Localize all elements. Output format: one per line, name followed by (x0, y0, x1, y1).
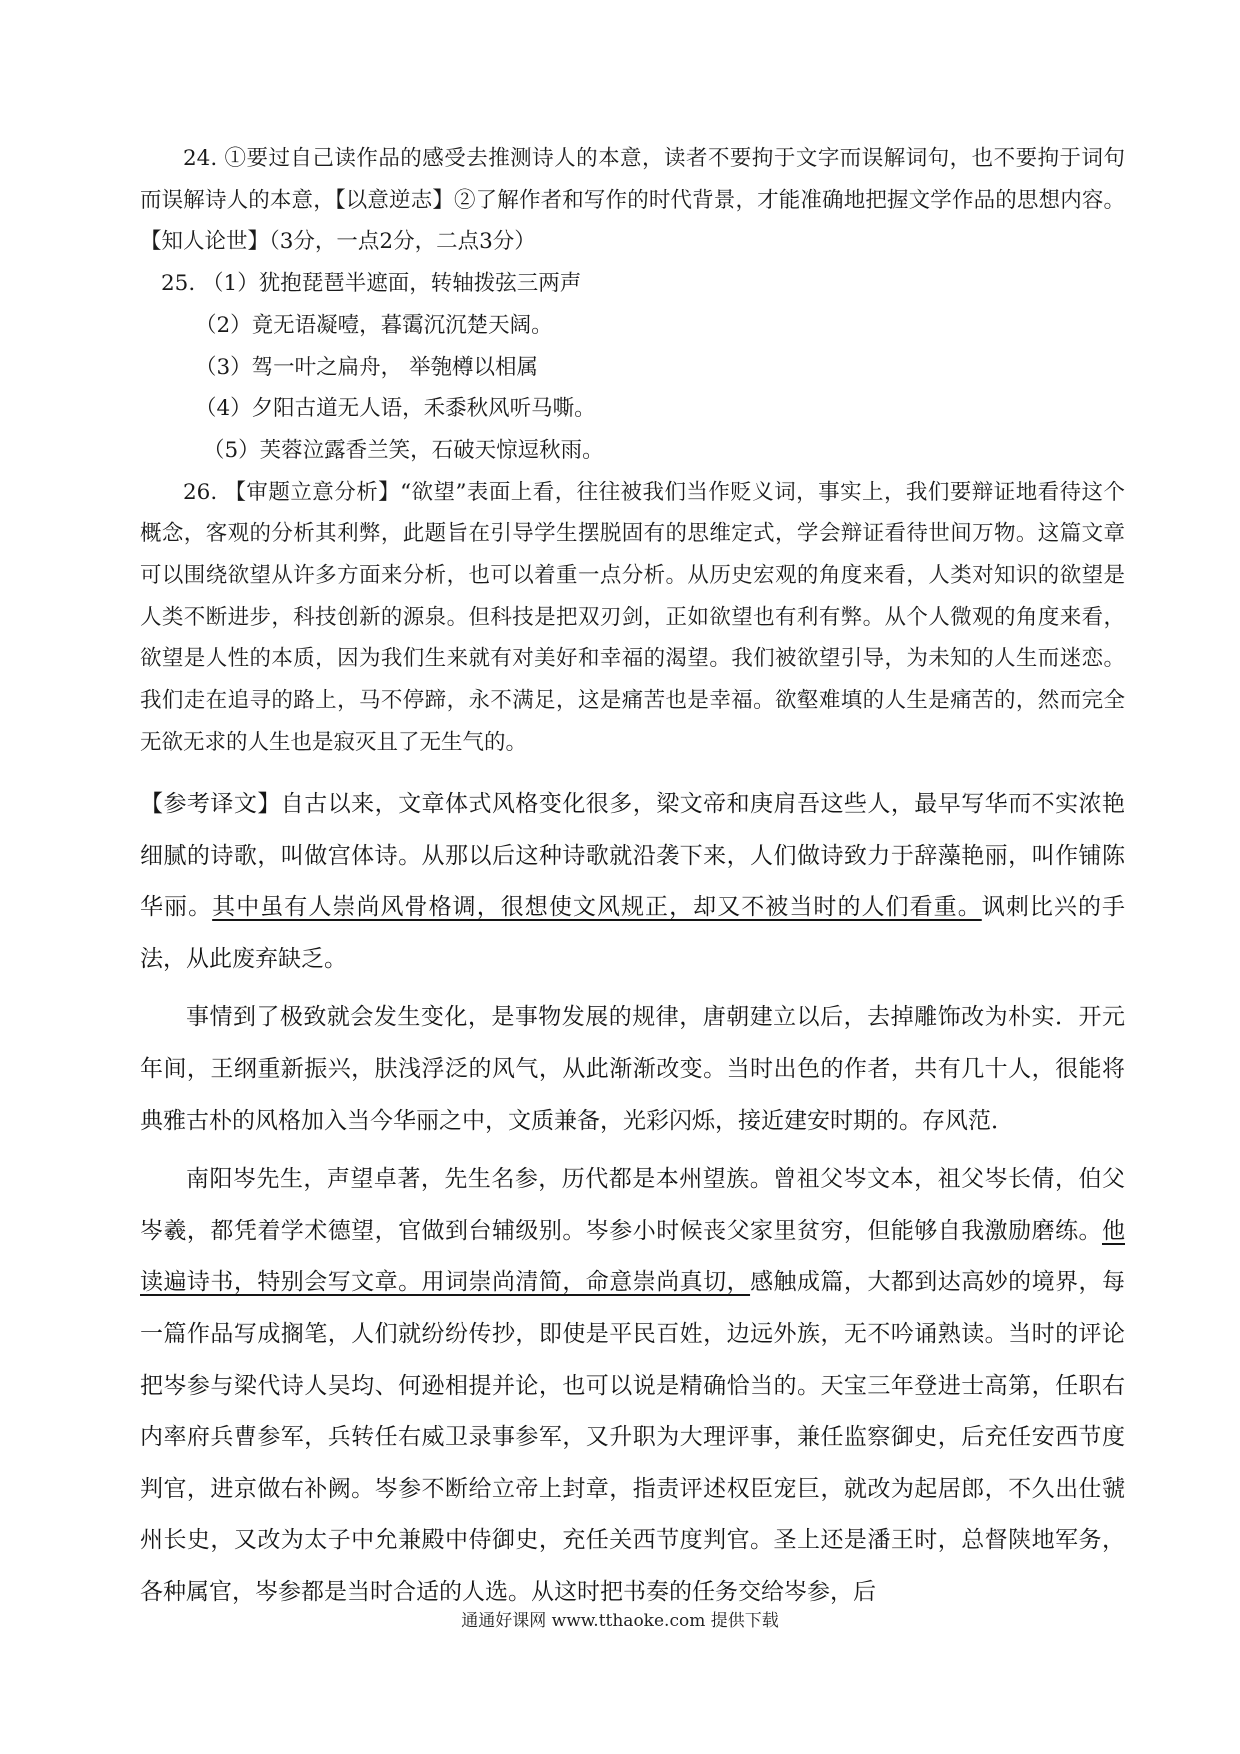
answer-25-line-4: （4）夕阳古道无人语，禾黍秋风听马嘶。 (195, 396, 596, 422)
page-footer: 通通好课网 www.tthaoke.com 提供下载 (461, 1611, 779, 1631)
answer-25-line-2: （2）竟无语凝噎，暮霭沉沉楚天阔。 (195, 312, 553, 338)
answers-section (140, 138, 1125, 764)
translation-p1-underlined: 其中虽有人崇尚风骨格调，很想使文风规正，却又不被当时的人们看重。 (212, 894, 982, 921)
answer-25-line-1: 25. （1）犹抱琵琶半遮面，转轴拨弦三两声 (161, 271, 582, 297)
translation-p1-text: 【参考译文】自古以来，文章体式风格变化很多，梁文帝和庚肩吾这些人，最早写华而不实浓艳细腻的诗歌，叫做宫体诗。从那以后这种诗歌就沿袭下来，人们做诗致力于辞藻艳丽，叫作铺陈华丽。 (140, 791, 1125, 921)
answer-25-line-5: （5）芙蓉泣露香兰笑，石破天惊逗秋雨。 (203, 437, 604, 463)
translation-p3-tail: 感触成篇，大都到达高妙的境界，每一篇作品写成搁笔，人们就纷纷传抄，即使是平民百姓，边远外族，无不吟诵熟读。当时的评论把岑参与梁代诗人吴均、何逊相提并论，也可以说是精确恰当的。天宝三年登进士高第，任职右内率府兵曹参军，兵转任右威卫录事参军，又升职为大理评事，兼任监察御史，后充任安西节度判官，进京做右补阙。岑参不断给立帝上封章，指责评述权臣宠巨，就改为起居郎，不久出仕虢州长史，又改为太子中允兼殿中侍御史，充任关西节度判官。圣上还是潘王时，总督陕地军务，各种属官，岑参都是当时合适的人选。从这时把书奏的任务交给岑参，后 (140, 1269, 1126, 1605)
translation-paragraph-2: 事情到了极致就会发生变化，是事物发展的规律，唐朝建立以后，去掉雕饰改为朴实．开元年间，王纲重新振兴，肤浅浮泛的风气，从此渐渐改变。当时出色的作者，共有几十人，很能将典雅古朴的风格加入当今华丽之中，文质兼备，光彩闪烁，接近建安时期的。存风范． (140, 1004, 1125, 1134)
translation-paragraph-3 (140, 1154, 1125, 1618)
translation-p1-tail: 讽刺比兴的手法，从此废弃缺乏。 (140, 894, 1126, 972)
translation-section (140, 779, 1125, 1619)
translation-p3-underlined: 他读遍诗书，特别会写文章。用词崇尚清简，命意崇尚真切， (140, 1217, 1125, 1296)
answer-25 (140, 263, 1125, 472)
answer-25-line-3: （3）驾一叶之扁舟， 举匏樽以相属 (195, 354, 539, 380)
answer-24: 24. ①要过自己读作品的感受去推测诗人的本意，读者不要拘于文字而误解词句，也不要拘于词句而误解诗人的本意，【以意逆志】②了解作者和写作的时代背景，才能准确地把握文学作品的思想内容。【知人论世】（3分，一点2分，二点3分） (140, 146, 1125, 255)
translation-p3-text: 南阳岑先生，声望卓著，先生名参，历代都是本州望族。曾祖父岑文本，祖父岑长倩，伯父岑羲，都凭着学术德望，官做到台辅级别。岑参小时候丧父家里贫穷，但能够自我激励磨练。 (140, 1166, 1125, 1244)
answer-26: 26. 【审题立意分析】“欲望”表面上看，往往被我们当作贬义词，事实上，我们要辩证地看待这个概念，客观的分析其利弊，此题旨在引导学生摆脱固有的思维定式，学会辩证看待世间万物。这篇文章可以围绕欲望从许多方面来分析，也可以着重一点分析。从历史宏观的角度来看，人类对知识的欲望是人类不断进步，科技创新的源泉。但科技是把双刃剑，正如欲望也有利有弊。从个人微观的角度来看，欲望是人性的本质，因为我们生来就有对美好和幸福的渴望。我们被欲望引导，为未知的人生而迷恋。我们走在追寻的路上，马不停蹄，永不满足，这是痛苦也是幸福。欲壑难填的人生是痛苦的，然而完全无欲无求的人生也是寂灭且了无生气的。 (140, 479, 1125, 755)
translation-paragraph-1 (140, 779, 1125, 985)
